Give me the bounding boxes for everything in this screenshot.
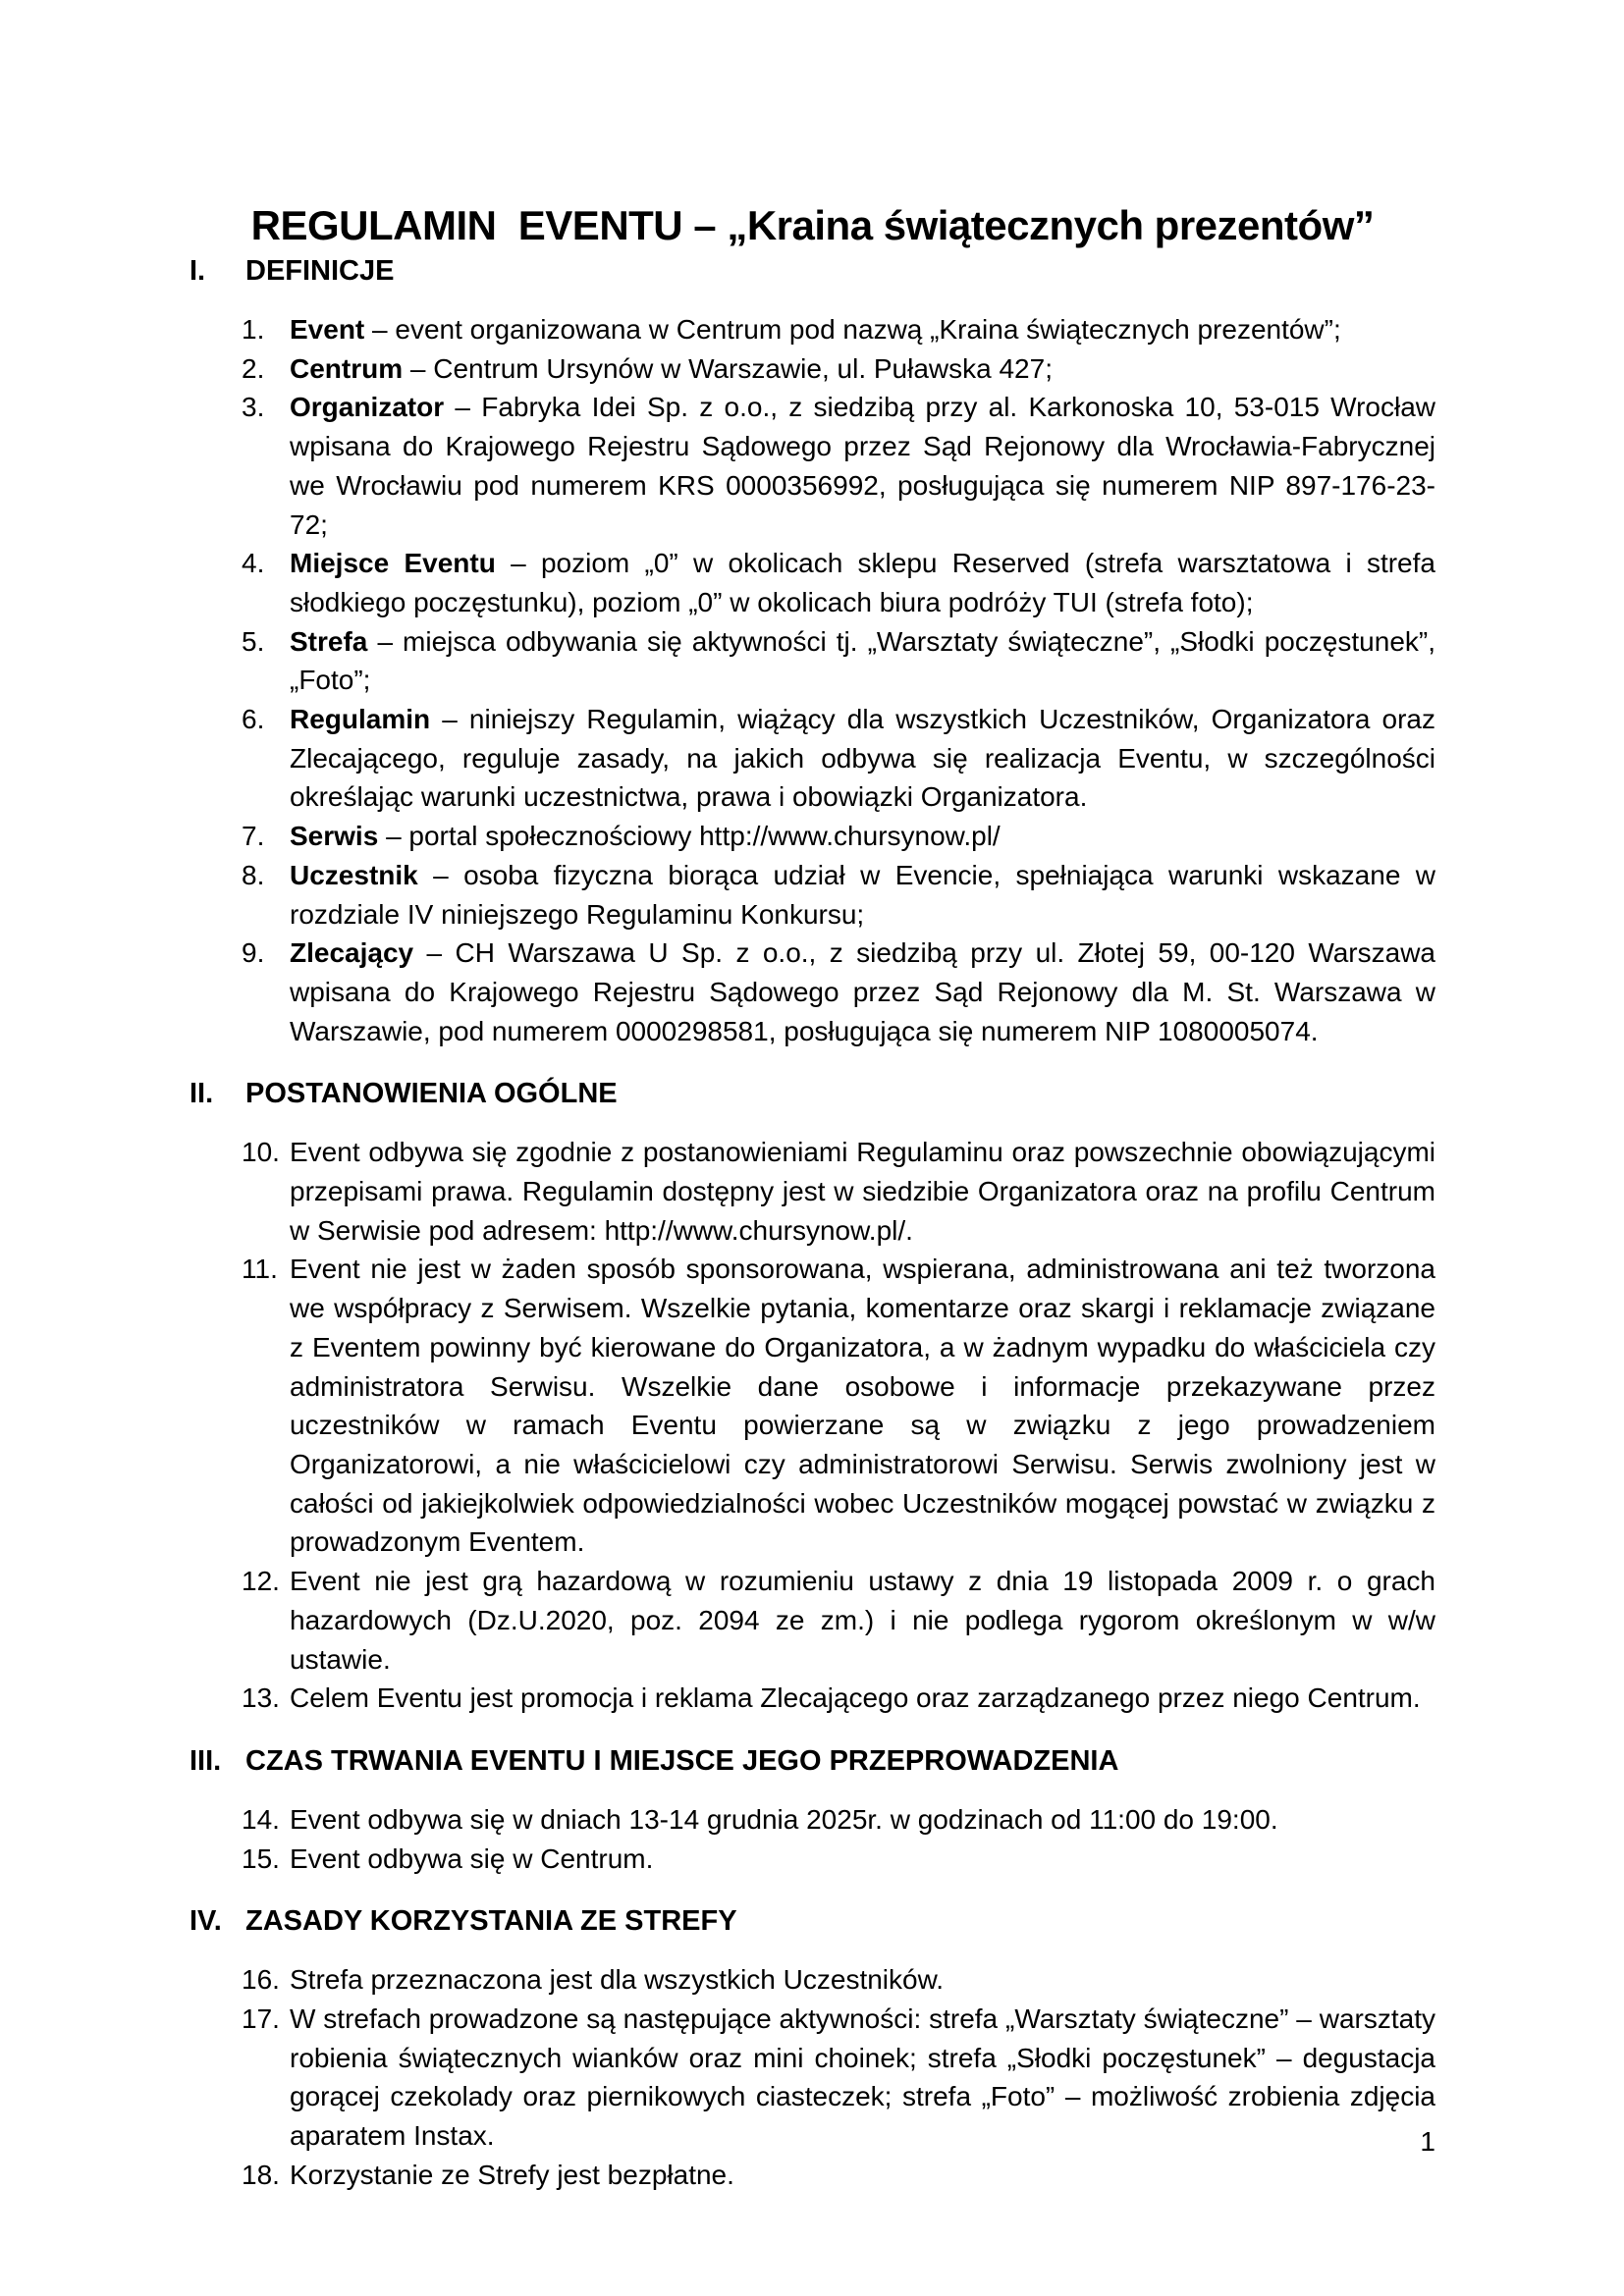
- list-item: [189, 2156, 1435, 2195]
- item-text: [290, 622, 1435, 700]
- section-heading: [189, 1741, 1435, 1781]
- item-body: – CH Warszawa U Sp. z o.o., z siedzibą przy ul. Złotej 59, 00-120 Warszawa wpisana do Krajowego Rejestru Sądowego przez Sąd Rejonowy dla M. St. Warszawa w Warszawie, pod numerem 0000298581, posługująca się numerem NIP 1080005074.: [290, 937, 1435, 1046]
- item-number: 8.: [242, 859, 265, 890]
- section-title: ZASADY KORZYSTANIA ZE STREFY: [245, 1905, 737, 1938]
- item-text: [290, 817, 1435, 856]
- section-numeral: IV.: [189, 1905, 222, 1938]
- item-number: 11.: [242, 1254, 278, 1285]
- sections-container: [189, 251, 1435, 2195]
- list-item: [189, 310, 1435, 349]
- item-text: [290, 1562, 1435, 1679]
- item-number: 4.: [242, 548, 265, 579]
- list-item: [189, 700, 1435, 817]
- defined-term: Serwis: [290, 821, 379, 852]
- section: [189, 1901, 1435, 2194]
- defined-term: Regulamin: [290, 704, 431, 735]
- defined-term: Organizator: [290, 392, 445, 423]
- list-item: [189, 349, 1435, 389]
- section: [189, 1074, 1435, 1718]
- list-item: [189, 1562, 1435, 1679]
- list-item: [189, 1250, 1435, 1562]
- item-number: 7.: [242, 821, 265, 852]
- list-item: [189, 1133, 1435, 1250]
- page-number: 1: [1420, 2126, 1435, 2157]
- item-number: 16.: [242, 1964, 280, 1996]
- item-text: [290, 2000, 1435, 2156]
- item-text: [290, 388, 1435, 544]
- item-text: [290, 856, 1435, 934]
- item-body: – miejsca odbywania się aktywności tj. „Warsztaty świąteczne”, „Słodki poczęstunek”, „Foto”;: [290, 625, 1436, 696]
- defined-term: Strefa: [290, 625, 368, 657]
- item-text: [290, 310, 1435, 349]
- item-body: W strefach prowadzone są następujące aktywności: strefa „Warsztaty świąteczne” – warsztaty robienia świątecznych wianków oraz mini choinek; strefa „Słodki poczęstunek” – degustacja gorącej czekolady oraz piernikowych ciasteczek; strefa „Foto” – możliwość zrobienia zdjęcia aparatem Instax.: [290, 2003, 1435, 2152]
- item-number: 5.: [242, 625, 265, 657]
- item-text: [290, 1679, 1435, 1718]
- list-item: [189, 1960, 1435, 2000]
- item-number: 13.: [242, 1682, 280, 1714]
- item-text: [290, 1840, 1435, 1879]
- item-number: 10.: [242, 1137, 280, 1168]
- section-numeral: II.: [189, 1078, 214, 1110]
- item-body: – Fabryka Idei Sp. z o.o., z siedzibą przy al. Karkonoska 10, 53-015 Wrocław wpisana do Krajowego Rejestru Sądowego przez Sąd Rejonowy dla Wrocławia-Fabrycznej we Wrocławiu pod numerem KRS 0000356992, posługująca się numerem NIP 897-176-23-72;: [290, 392, 1435, 540]
- list-item: [189, 622, 1435, 700]
- item-number: 15.: [242, 1842, 280, 1874]
- section-title: DEFINICJE: [245, 255, 395, 287]
- list-item: [189, 856, 1435, 934]
- document-title: REGULAMIN EVENTU – „Kraina świątecznych prezentów”: [250, 202, 1375, 248]
- item-body: – osoba fizyczna biorąca udział w Evencie, spełniająca warunki wskazane w rozdziale IV niniejszego Regulaminu Konkursu;: [290, 859, 1436, 930]
- item-text: [290, 1250, 1435, 1562]
- item-text: [290, 1960, 1435, 2000]
- item-text: [290, 2156, 1435, 2195]
- section: [189, 251, 1435, 1050]
- item-body: Event nie jest w żaden sposób sponsorowana, wspierana, administrowana ani też tworzona we współpracy z Serwisem. Wszelkie pytania, komentarze oraz skargi i reklamacje związane z Eventem powinny być kierowane do Organizatora, a w żadnym wypadku do właściciela czy administratora Serwisu. Wszelkie dane osobowe i informacje przekazywane przez uczestników w ramach Eventu powierzane są w związku z jego prowadzeniem Organizatorowi, a nie właścicielowi czy administratorowi Serwisu. Serwis zwolniony jest w całości od jakiejkolwiek odpowiedzialności wobec Uczestników mogącej powstać w związku z prowadzonym Eventem.: [290, 1254, 1435, 1558]
- list-item: [189, 2000, 1435, 2156]
- item-body: – poziom „0” w okolicach sklepu Reserved (strefa warsztatowa i strefa słodkiego poczęstunku), poziom „0” w okolicach biura podróży TUI (strefa foto);: [290, 548, 1435, 617]
- item-body: Event odbywa się w dniach 13-14 grudnia 2025r. w godzinach od 11:00 do 19:00.: [290, 1803, 1278, 1835]
- section-numeral: I.: [189, 255, 206, 287]
- section-heading: [189, 1901, 1435, 1941]
- defined-term: Event: [290, 314, 365, 345]
- list-item: [189, 1679, 1435, 1718]
- item-body: – portal społecznościowy http://www.chursynow.pl/: [386, 821, 1001, 852]
- item-body: Celem Eventu jest promocja i reklama Zlecającego oraz zarządzanego przez niego Centrum.: [290, 1682, 1421, 1714]
- defined-term: Uczestnik: [290, 859, 418, 890]
- list-item: [189, 1800, 1435, 1840]
- defined-term: Zlecający: [290, 937, 414, 969]
- item-body: Event nie jest grą hazardową w rozumieniu ustawy z dnia 19 listopada 2009 r. o grach hazardowych (Dz.U.2020, poz. 2094 ze zm.) i nie podlega rygorom określonym w w/w ustawie.: [290, 1566, 1435, 1675]
- item-body: Event odbywa się w Centrum.: [290, 1842, 654, 1874]
- section-title: POSTANOWIENIA OGÓLNE: [245, 1078, 618, 1110]
- item-number: 12.: [242, 1566, 280, 1597]
- list-item: [189, 934, 1435, 1050]
- item-number: 2.: [242, 352, 265, 384]
- item-body: Event odbywa się zgodnie z postanowieniami Regulaminu oraz powszechnie obowiązującymi przepisami prawa. Regulamin dostępny jest w siedzibie Organizatora oraz na profilu Centrum w Serwisie pod adresem: http://www.chursynow.pl/.: [290, 1137, 1435, 1246]
- list-item: [189, 1840, 1435, 1879]
- item-body: – Centrum Ursynów w Warszawie, ul. Puławska 427;: [409, 352, 1053, 384]
- item-text: [290, 1800, 1435, 1840]
- section-heading: [189, 1074, 1435, 1113]
- item-text: [290, 700, 1435, 817]
- item-body: Strefa przeznaczona jest dla wszystkich Uczestników.: [290, 1964, 945, 1996]
- list-item: [189, 388, 1435, 544]
- item-number: 18.: [242, 2159, 280, 2190]
- item-text: [290, 544, 1435, 621]
- item-number: 14.: [242, 1803, 280, 1835]
- item-number: 6.: [242, 704, 265, 735]
- item-body: – niniejszy Regulamin, wiążący dla wszystkich Uczestników, Organizatora oraz Zlecającego, reguluje zasady, na jakich odbywa się realizacja Eventu, w szczególności określając warunki uczestnictwa, prawa i obowiązki Organizatora.: [290, 704, 1435, 813]
- defined-term: Miejsce Eventu: [290, 548, 496, 579]
- section-numeral: III.: [189, 1744, 222, 1777]
- item-number: 17.: [242, 2003, 280, 2035]
- section: [189, 1741, 1435, 1878]
- item-body: – event organizowana w Centrum pod nazwą „Kraina świątecznych prezentów”;: [372, 314, 1341, 345]
- item-number: 9.: [242, 937, 265, 969]
- item-text: [290, 1133, 1435, 1250]
- item-text: [290, 934, 1435, 1050]
- section-title: CZAS TRWANIA EVENTU I MIEJSCE JEGO PRZEPROWADZENIA: [245, 1744, 1119, 1777]
- item-body: Korzystanie ze Strefy jest bezpłatne.: [290, 2159, 734, 2190]
- defined-term: Centrum: [290, 352, 404, 384]
- section-heading: [189, 251, 1435, 291]
- item-number: 1.: [242, 314, 265, 345]
- list-item: [189, 544, 1435, 621]
- list-item: [189, 817, 1435, 856]
- item-number: 3.: [242, 392, 265, 423]
- item-text: [290, 349, 1435, 389]
